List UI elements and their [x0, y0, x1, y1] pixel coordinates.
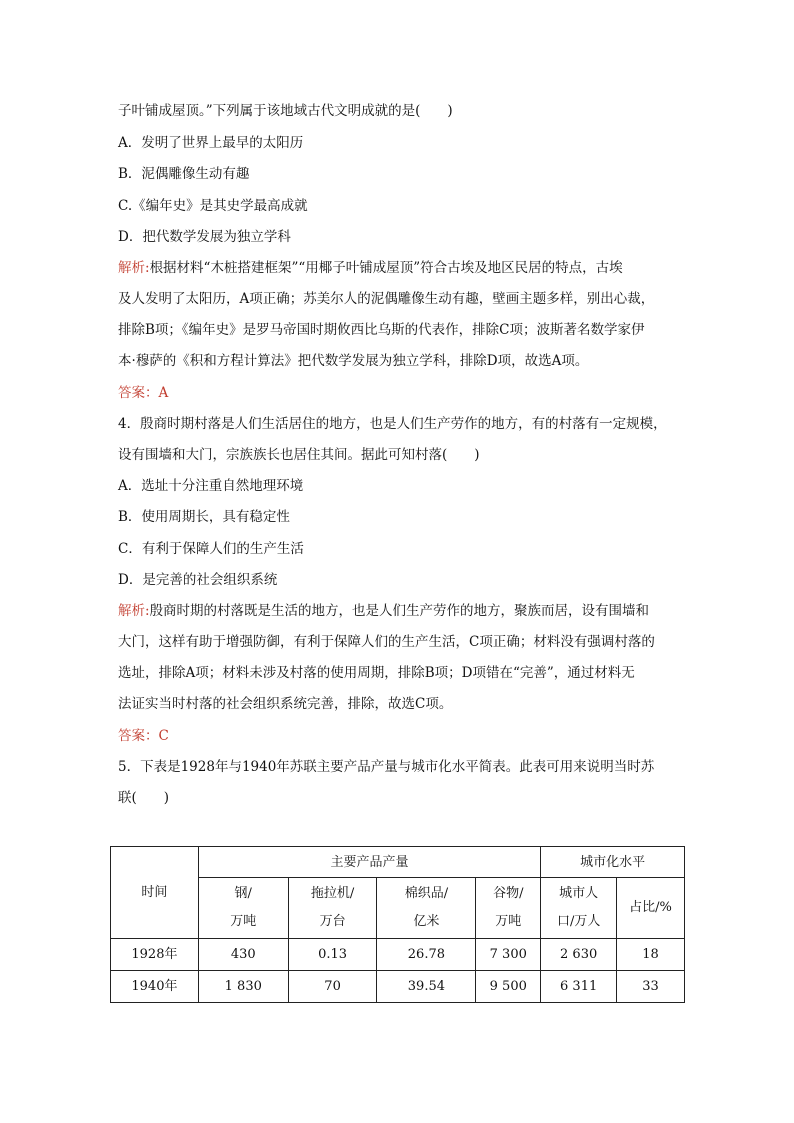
option-b: B．使用周期长，具有稳定性 [118, 509, 290, 525]
question-4-stem: 4．殷商时期村落是人们生活居住的地方，也是人们生产劳作的地方，有的村落有一定规模， [118, 416, 667, 432]
answer: 答案：A [118, 385, 169, 401]
option-d: D．是完善的社会组织系统 [118, 572, 278, 588]
question-3-stem-tail: 子叶铺成屋顶。”下列属于该地域古代文明成就的是( ) [118, 103, 453, 119]
analysis-line: 本·穆萨的《积和方程计算法》把代数学发展为独立学科，排除D项，故选A项。 [118, 353, 589, 369]
option-a: A．发明了世界上最早的太阳历 [118, 135, 304, 151]
time-header: 时间 [111, 847, 199, 939]
grain-header: 谷物/ 万吨 [476, 878, 541, 939]
ratio-header: 占比/% [617, 878, 685, 939]
question-4-stem: 设有围墙和大门，宗族族长也居住其间。据此可知村落( ) [118, 447, 480, 463]
option-c: C.《编年史》是其史学最高成就 [118, 198, 308, 214]
analysis-line: 排除B项；《编年史》是罗马帝国时期攸西比乌斯的代表作，排除C项；波斯著名数学家伊 [118, 322, 645, 338]
answer: 答案：C [118, 728, 169, 744]
option-d: D．把代数学发展为独立学科 [118, 229, 291, 245]
analysis-line: 选址，排除A项；材料未涉及村落的使用周期，排除B项；D项错在“完善”，通过材料无 [118, 665, 635, 681]
option-c: C．有利于保障人们的生产生活 [118, 541, 304, 557]
steel-header: 钢/ 万吨 [198, 878, 288, 939]
option-a: A．选址十分注重自然地理环境 [118, 478, 304, 494]
analysis-label: 解析: [118, 260, 150, 276]
table-row: 1940年 1 830 70 39.54 9 500 6 311 33 [111, 971, 685, 1003]
analysis-line: 及人发明了太阳历，A项正确；苏美尔人的泥偶雕像生动有趣，壁画主题多样，别出心裁， [118, 291, 655, 307]
option-b: B．泥偶雕像生动有趣 [118, 166, 250, 182]
urbanization-header: 城市化水平 [541, 847, 685, 878]
product-output-header: 主要产品产量 [198, 847, 540, 878]
table-row: 1928年 430 0.13 26.78 7 300 2 630 18 [111, 939, 685, 971]
analysis-label: 解析: [118, 603, 150, 619]
question-5-stem: 联( ) [118, 790, 170, 806]
analysis-line: 大门，这样有助于增强防御，有利于保障人们的生产生活，C项正确；材料没有强调村落的 [118, 634, 655, 650]
analysis-line: 法证实当时村落的社会组织系统完善，排除，故选C项。 [118, 696, 453, 712]
analysis-line: 解析:殷商时期的村落既是生活的地方，也是人们生产劳作的地方，聚族而居，设有围墙和 [118, 603, 650, 619]
production-table [110, 846, 685, 1003]
question-5-stem: 5．下表是1928年与1940年苏联主要产品产量与城市化水平简表。此表可用来说明当时苏 [118, 759, 655, 775]
analysis-line: 解析:根据材料“木桩搭建框架”“用椰子叶铺成屋顶”符合古埃及地区民居的特点，古埃 [118, 260, 623, 276]
tractor-header: 拖拉机/ 万台 [288, 878, 377, 939]
cotton-header: 棉织品/ 亿米 [377, 878, 476, 939]
urban-population-header: 城市人 口/万人 [541, 878, 617, 939]
